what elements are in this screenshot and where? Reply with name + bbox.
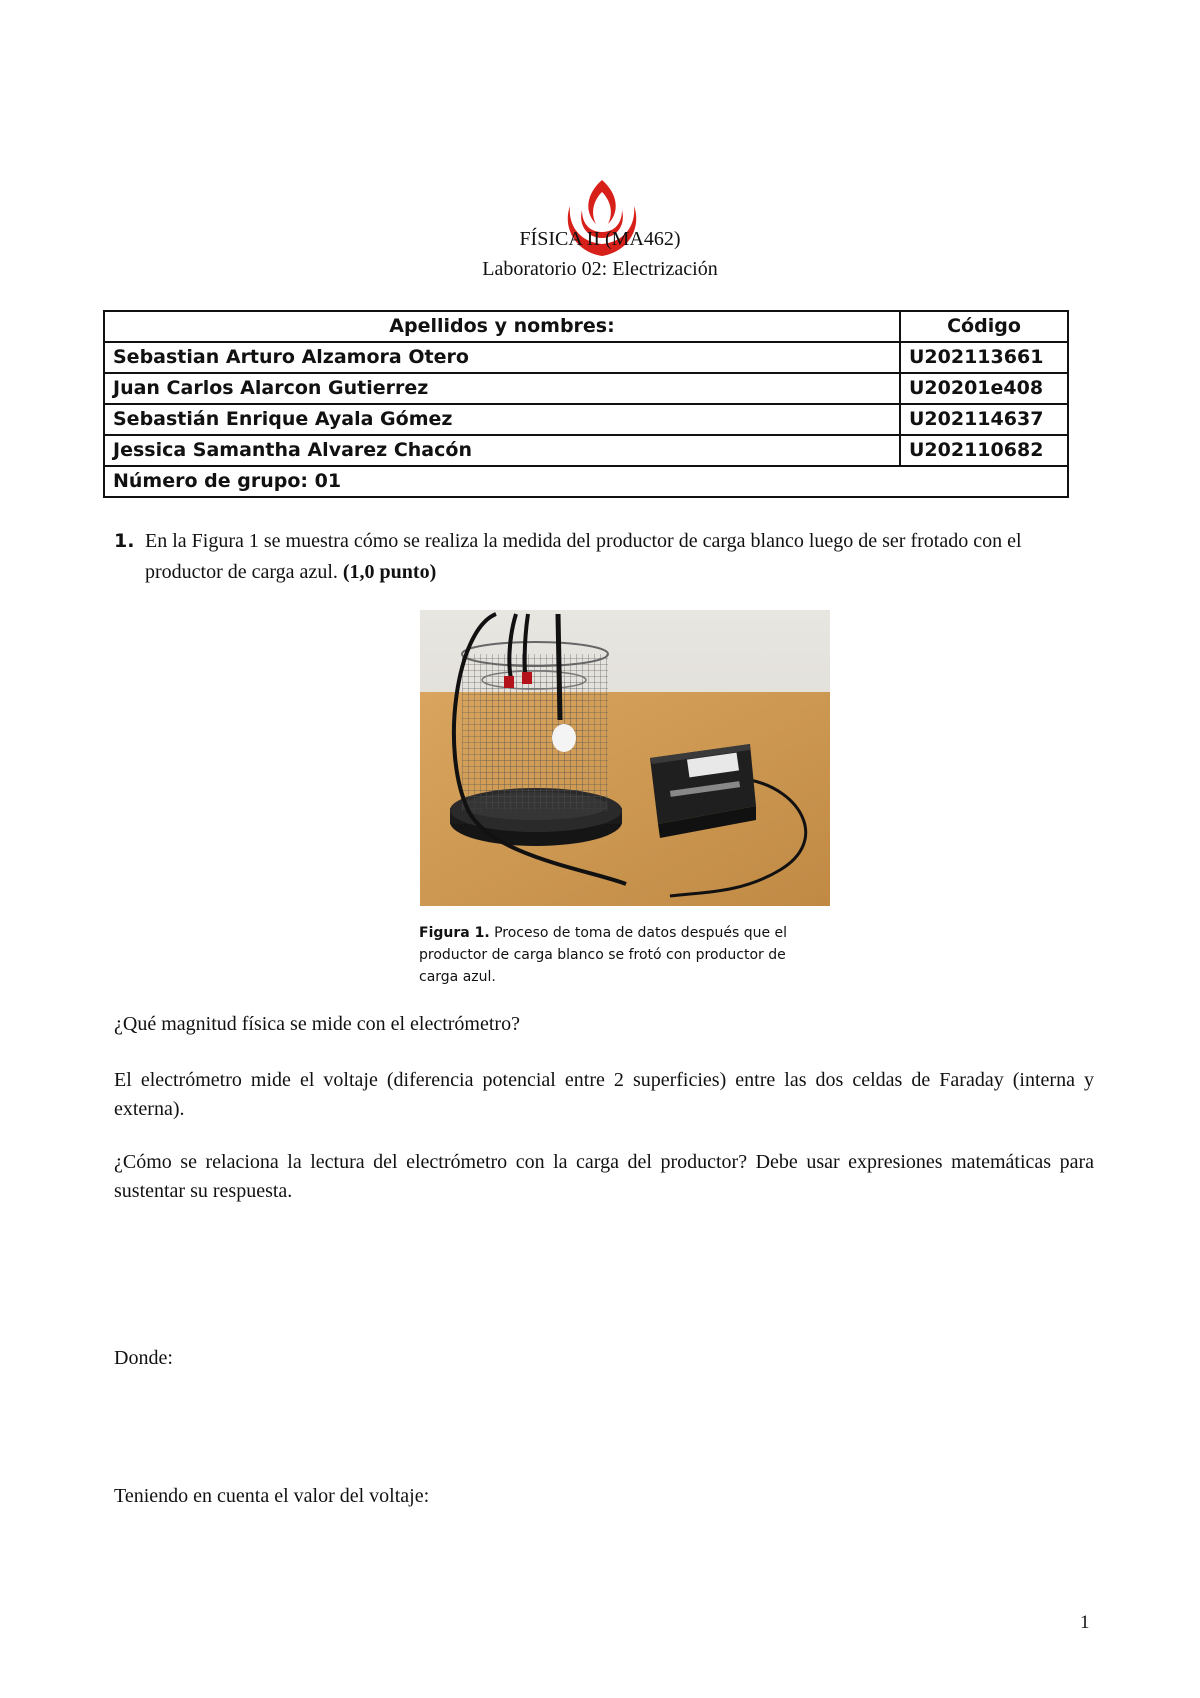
- table-row: [104, 342, 1068, 373]
- member-name: Juan Carlos Alarcon Gutierrez: [104, 373, 900, 404]
- group-members-table: [103, 310, 1069, 498]
- member-code: U202113661: [900, 342, 1068, 373]
- electrometer-photo: [420, 610, 830, 906]
- column-header-code: Código: [900, 311, 1068, 342]
- question-text: En la Figura 1 se muestra cómo se realiza la medida del productor de carga blanco luego de ser frotado con el productor de carga azul.: [145, 530, 1022, 583]
- column-header-name: Apellidos y nombres:: [104, 311, 900, 342]
- course-title: FÍSICA II (MA462): [519, 228, 681, 250]
- member-name: Sebastian Arturo Alzamora Otero: [104, 342, 900, 373]
- group-number: Número de grupo: 01: [104, 466, 1068, 497]
- question-number: 1.: [114, 530, 135, 552]
- question-points: (1,0 punto): [342, 561, 437, 583]
- figure-label: Figura 1.: [419, 925, 490, 941]
- figure-caption: [419, 922, 819, 988]
- question-1: [114, 526, 1094, 588]
- table-row: [104, 435, 1068, 466]
- member-name: Sebastián Enrique Ayala Gómez: [104, 404, 900, 435]
- voltage-label: Teniendo en cuenta el valor del voltaje:: [114, 1485, 430, 1507]
- member-code: U20201e408: [900, 373, 1068, 404]
- question-text-block: [145, 526, 1094, 588]
- lab-title: Laboratorio 02: Electrización: [482, 258, 718, 280]
- group-number-row: [104, 466, 1068, 497]
- donde-label: Donde:: [114, 1347, 173, 1369]
- question-a: ¿Qué magnitud física se mide con el electrómetro?: [114, 1013, 520, 1035]
- question-b: ¿Cómo se relaciona la lectura del electrómetro con la carga del productor? Debe usar expresiones matemáticas para sustentar su respuesta.: [114, 1151, 1094, 1202]
- answer-a: El electrómetro mide el voltaje (diferencia potencial entre 2 superficies) entre las dos celdas de Faraday (interna y externa).: [114, 1069, 1094, 1120]
- page-number: 1: [1080, 1612, 1090, 1633]
- table-header-row: [104, 311, 1068, 342]
- member-code: U202110682: [900, 435, 1068, 466]
- member-code: U202114637: [900, 404, 1068, 435]
- table-row: [104, 373, 1068, 404]
- table-row: [104, 404, 1068, 435]
- member-name: Jessica Samantha Alvarez Chacón: [104, 435, 900, 466]
- figure-caption-text: Proceso de toma de datos después que el productor de carga blanco se frotó con productor de carga azul.: [419, 925, 788, 985]
